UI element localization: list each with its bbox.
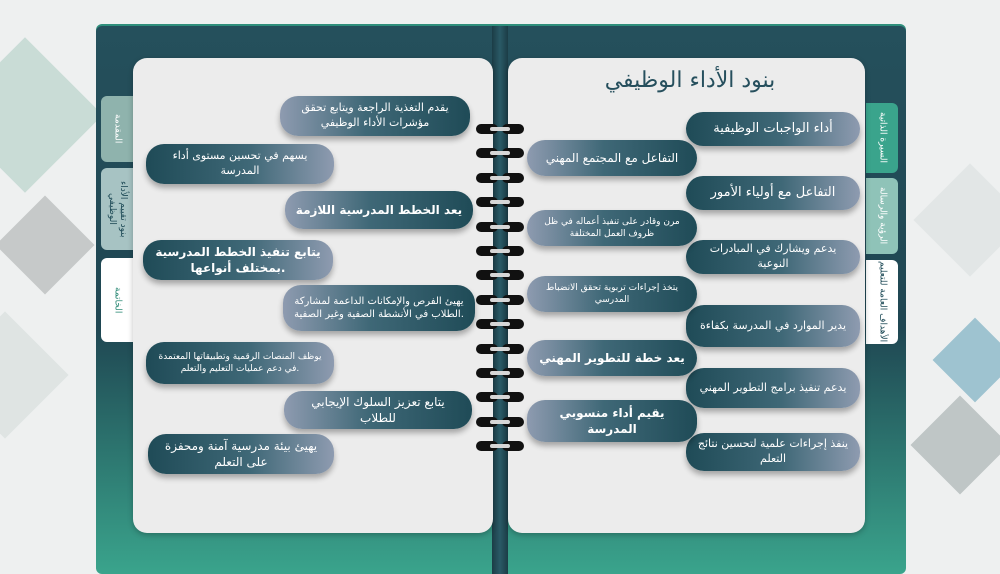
page-title: بنود الأداء الوظيفي (604, 68, 776, 93)
tab-introduction-label: المقدمة (112, 114, 123, 144)
spiral-ring (476, 197, 524, 207)
spiral-ring (476, 319, 524, 329)
item-discipline[interactable]: يتخذ إجراءات تربوية تحقق الانضباط المدرسي (527, 276, 697, 312)
bg-diamond-left-2 (0, 196, 94, 295)
tab-introduction[interactable] (101, 96, 133, 162)
spiral-ring (476, 295, 524, 305)
item-learning-outcomes[interactable]: ينفذ إجراءات علمية لتحسين نتائج التعلم (686, 433, 860, 471)
tab-general-goals-label: الأهداف العامة للتعليم (877, 261, 888, 343)
item-safe-environment[interactable]: يهيئ بيئة مدرسية آمنة ومحفزة على التعلم (148, 434, 334, 474)
tab-vision-mission[interactable] (866, 178, 898, 254)
spiral-ring (476, 441, 524, 451)
spiral-ring (476, 173, 524, 183)
bg-diamond-right-2 (911, 396, 1000, 495)
bg-diamond-right-3 (913, 163, 1000, 276)
item-student-activities[interactable]: يهيئ الفرص والإمكانات الداعمة لمشاركة الطلاب في الأنشطة الصفية وغير الصفية. (283, 285, 475, 331)
item-feedback[interactable]: يقدم التغذية الراجعة ويتابع تحقق مؤشرات الأداء الوظيفي (280, 96, 470, 136)
item-digital-platforms[interactable]: يوظف المنصات الرقمية وتطبيقاتها المعتمدة في دعم عمليات التعليم والتعلم. (146, 342, 334, 384)
bg-diamond-left-3 (0, 311, 69, 438)
tab-vision-mission-label: الرؤية والرسالة (877, 187, 888, 245)
item-professional-community[interactable]: التفاعل مع المجتمع المهني (527, 140, 697, 176)
spiral-ring (476, 246, 524, 256)
tab-evaluation-items-label: بنود تقييم الأداء الوظيفي (107, 180, 128, 238)
tab-conclusion-label: الخاتمة (112, 286, 123, 314)
tab-conclusion[interactable] (101, 258, 133, 342)
tab-cv-label: السيرة الذاتية (877, 112, 888, 164)
tab-general-goals[interactable] (866, 260, 898, 344)
spiral-ring (476, 222, 524, 232)
item-school-performance[interactable]: يسهم في تحسين مستوى أداء المدرسة (146, 144, 334, 184)
item-parents-interaction[interactable]: التفاعل مع أولياء الأمور (686, 176, 860, 210)
item-flexible[interactable]: مرن وقادر على تنفيذ أعماله في ظل ظروف العمل المختلفة (527, 210, 697, 246)
spiral-ring (476, 368, 524, 378)
spiral-ring (476, 124, 524, 134)
tab-cv[interactable] (866, 103, 898, 173)
spiral-ring (476, 148, 524, 158)
spiral-ring (476, 344, 524, 354)
spiral-ring (476, 392, 524, 402)
bg-diamond-left-1 (0, 37, 103, 193)
item-resources[interactable]: يدير الموارد في المدرسة بكفاءة (686, 305, 860, 347)
item-staff-evaluation[interactable]: يقيم أداء منسوبي المدرسة (527, 400, 697, 442)
spiral-ring (476, 417, 524, 427)
tab-evaluation-items[interactable] (101, 168, 133, 250)
item-positive-behavior[interactable]: يتابع تعزيز السلوك الإيجابي للطلاب (284, 391, 472, 429)
item-plans-followup[interactable]: يتابع تنفيذ الخطط المدرسية بمختلف أنواعها. (143, 240, 333, 280)
item-job-duties[interactable]: أداء الواجبات الوظيفية (686, 112, 860, 146)
item-professional-programs[interactable]: يدعم تنفيذ برامج التطوير المهني (686, 368, 860, 408)
item-development-plan[interactable]: يعد خطة للتطوير المهني (527, 340, 697, 376)
spiral-ring (476, 270, 524, 280)
bg-diamond-right-1 (933, 318, 1000, 403)
item-school-plans[interactable]: يعد الخطط المدرسية اللازمة (285, 191, 473, 229)
item-initiatives[interactable]: يدعم ويشارك في المبادرات النوعية (686, 240, 860, 274)
